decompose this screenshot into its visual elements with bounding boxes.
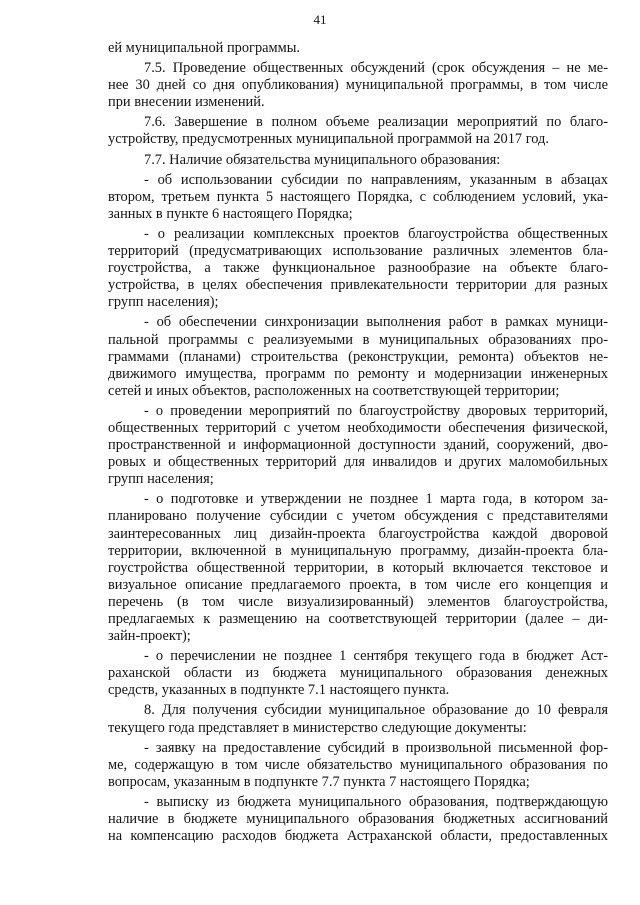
document-body (108, 40, 608, 845)
text-line: ме, содержащую в том числе обязательство муниципального образования по (108, 756, 608, 773)
text-line: заинтересованных лиц дизайн-проекта благоустройства каждой дворовой (108, 525, 608, 542)
text-line: территории, включенной в муниципальную программу, дизайн-проекта бла- (108, 542, 608, 559)
paragraph-p8 (108, 702, 608, 736)
text-line: территорий (предусматривающих использование различных элементов бла- (108, 243, 608, 260)
text-line: 8. Для получения субсидии муниципальное образование до 10 февраля (144, 702, 608, 719)
text-line: визуальное описание предлагаемого проекта, в том числе его концепция и (108, 576, 608, 593)
paragraph-p7-7-1 (108, 172, 608, 223)
text-line: - об использовании субсидии по направлениям, указанным в абзацах (144, 171, 608, 188)
text-line: - о реализации комплексных проектов благоустройства общественных (144, 225, 608, 242)
text-line: движимого имущества, программ по ремонту и модернизации инженерных (108, 365, 608, 382)
text-line: перечень (в том числе визуализированный) элементов благоустройства, (108, 593, 608, 610)
paragraph-p7-7-6 (108, 648, 608, 699)
paragraph-p7-7-3 (108, 314, 608, 399)
text-line: устройству, предусмотренных муниципальной программой на 2017 год. (108, 131, 549, 148)
text-line: - выписку из бюджета муниципального образования, подтверждающую (144, 793, 608, 810)
text-line: ровых и общественных территорий для инвалидов и других маломобильных (108, 454, 608, 471)
text-line: 7.6. Завершение в полном объеме реализации мероприятий по благо- (144, 114, 608, 131)
paragraph-p8-1 (108, 740, 608, 791)
text-line: сетей и иных объектов, расположенных на соответствующей территории; (108, 382, 560, 399)
paragraph-p7-7-2 (108, 226, 608, 311)
text-line: зайн-проект); (108, 628, 191, 645)
text-line: втором, третьем пункта 5 настоящего Порядка, с соблюдением условий, ука- (108, 188, 608, 205)
text-line: ей муниципальной программы. (108, 40, 301, 56)
text-line: групп населения); (108, 294, 219, 311)
text-line: средств, указанных в подпункте 7.1 настоящего пункта. (108, 682, 450, 699)
text-line: наличие в бюджете муниципального образования бюджетных ассигнований (108, 811, 608, 828)
text-line: граммами (планами) строительства (реконструкции, ремонта) объектов не- (108, 348, 608, 365)
text-line: - о перечислении не позднее 1 сентября текущего года в бюджет Аст- (144, 648, 608, 665)
text-line: устройства, в целях обеспечения привлекательности территории для разных (108, 277, 608, 294)
paragraph-p8-2 (108, 794, 608, 845)
text-line: раханской области из бюджета муниципального образования денежных (108, 665, 608, 682)
text-line: - заявку на предоставление субсидий в произвольной письменной фор- (144, 739, 608, 756)
text-line: гоустройства, а также функциональное разнообразие на объекте благо- (108, 260, 608, 277)
paragraph-p7-7-4 (108, 403, 608, 488)
text-line: 7.5. Проведение общественных обсуждений (срок обсуждения – не ме- (144, 60, 608, 77)
text-line: вопросам, указанным в подпункте 7.7 пункта 7 настоящего Порядка; (108, 773, 530, 790)
text-line: - о подготовке и утверждении не позднее 1 марта года, в котором за- (144, 491, 608, 508)
paragraph-p7-7-5 (108, 491, 608, 645)
text-line: на компенсацию расходов бюджета Астраханской области, предоставленных (108, 828, 608, 845)
text-line: - о проведении мероприятий по благоустройству дворовых территорий, (144, 402, 608, 419)
text-line: занных в пункте 6 настоящего Порядка; (108, 205, 353, 222)
text-line: планировано получение субсидии с учетом обсуждения с представителями (108, 508, 608, 525)
text-line: предлагаемых к размещению на соответствующей территории (далее – ди- (108, 611, 608, 627)
text-line: текущего года представляет в министерство следующие документы: (108, 719, 527, 736)
text-line: при внесении изменений. (108, 94, 265, 111)
text-line: 7.7. Наличие обязательства муниципального образования: (144, 151, 501, 168)
paragraph-p7-6 (108, 114, 608, 148)
text-line: гоустройства общественной территории, в который включается текстовое и (108, 559, 608, 576)
text-line: общественных территорий с учетом необходимости обеспечения физической, (108, 419, 608, 436)
text-line: - об обеспечении синхронизации выполнения работ в рамках муници- (144, 314, 608, 331)
text-line: нее 30 дней со дня опубликования) муниципальной программы, в том числе (108, 77, 608, 94)
text-line: пальной программы с реализуемыми в муниципальных образованиях про- (108, 331, 608, 348)
text-line: пространственной и информационной доступности зданий, сооружений, дво- (108, 437, 608, 454)
page-number: 41 (313, 12, 327, 27)
paragraph-cont (108, 40, 608, 57)
paragraph-p7-7 (108, 152, 608, 169)
paragraph-p7-5 (108, 60, 608, 111)
text-line: групп населения; (108, 471, 214, 488)
